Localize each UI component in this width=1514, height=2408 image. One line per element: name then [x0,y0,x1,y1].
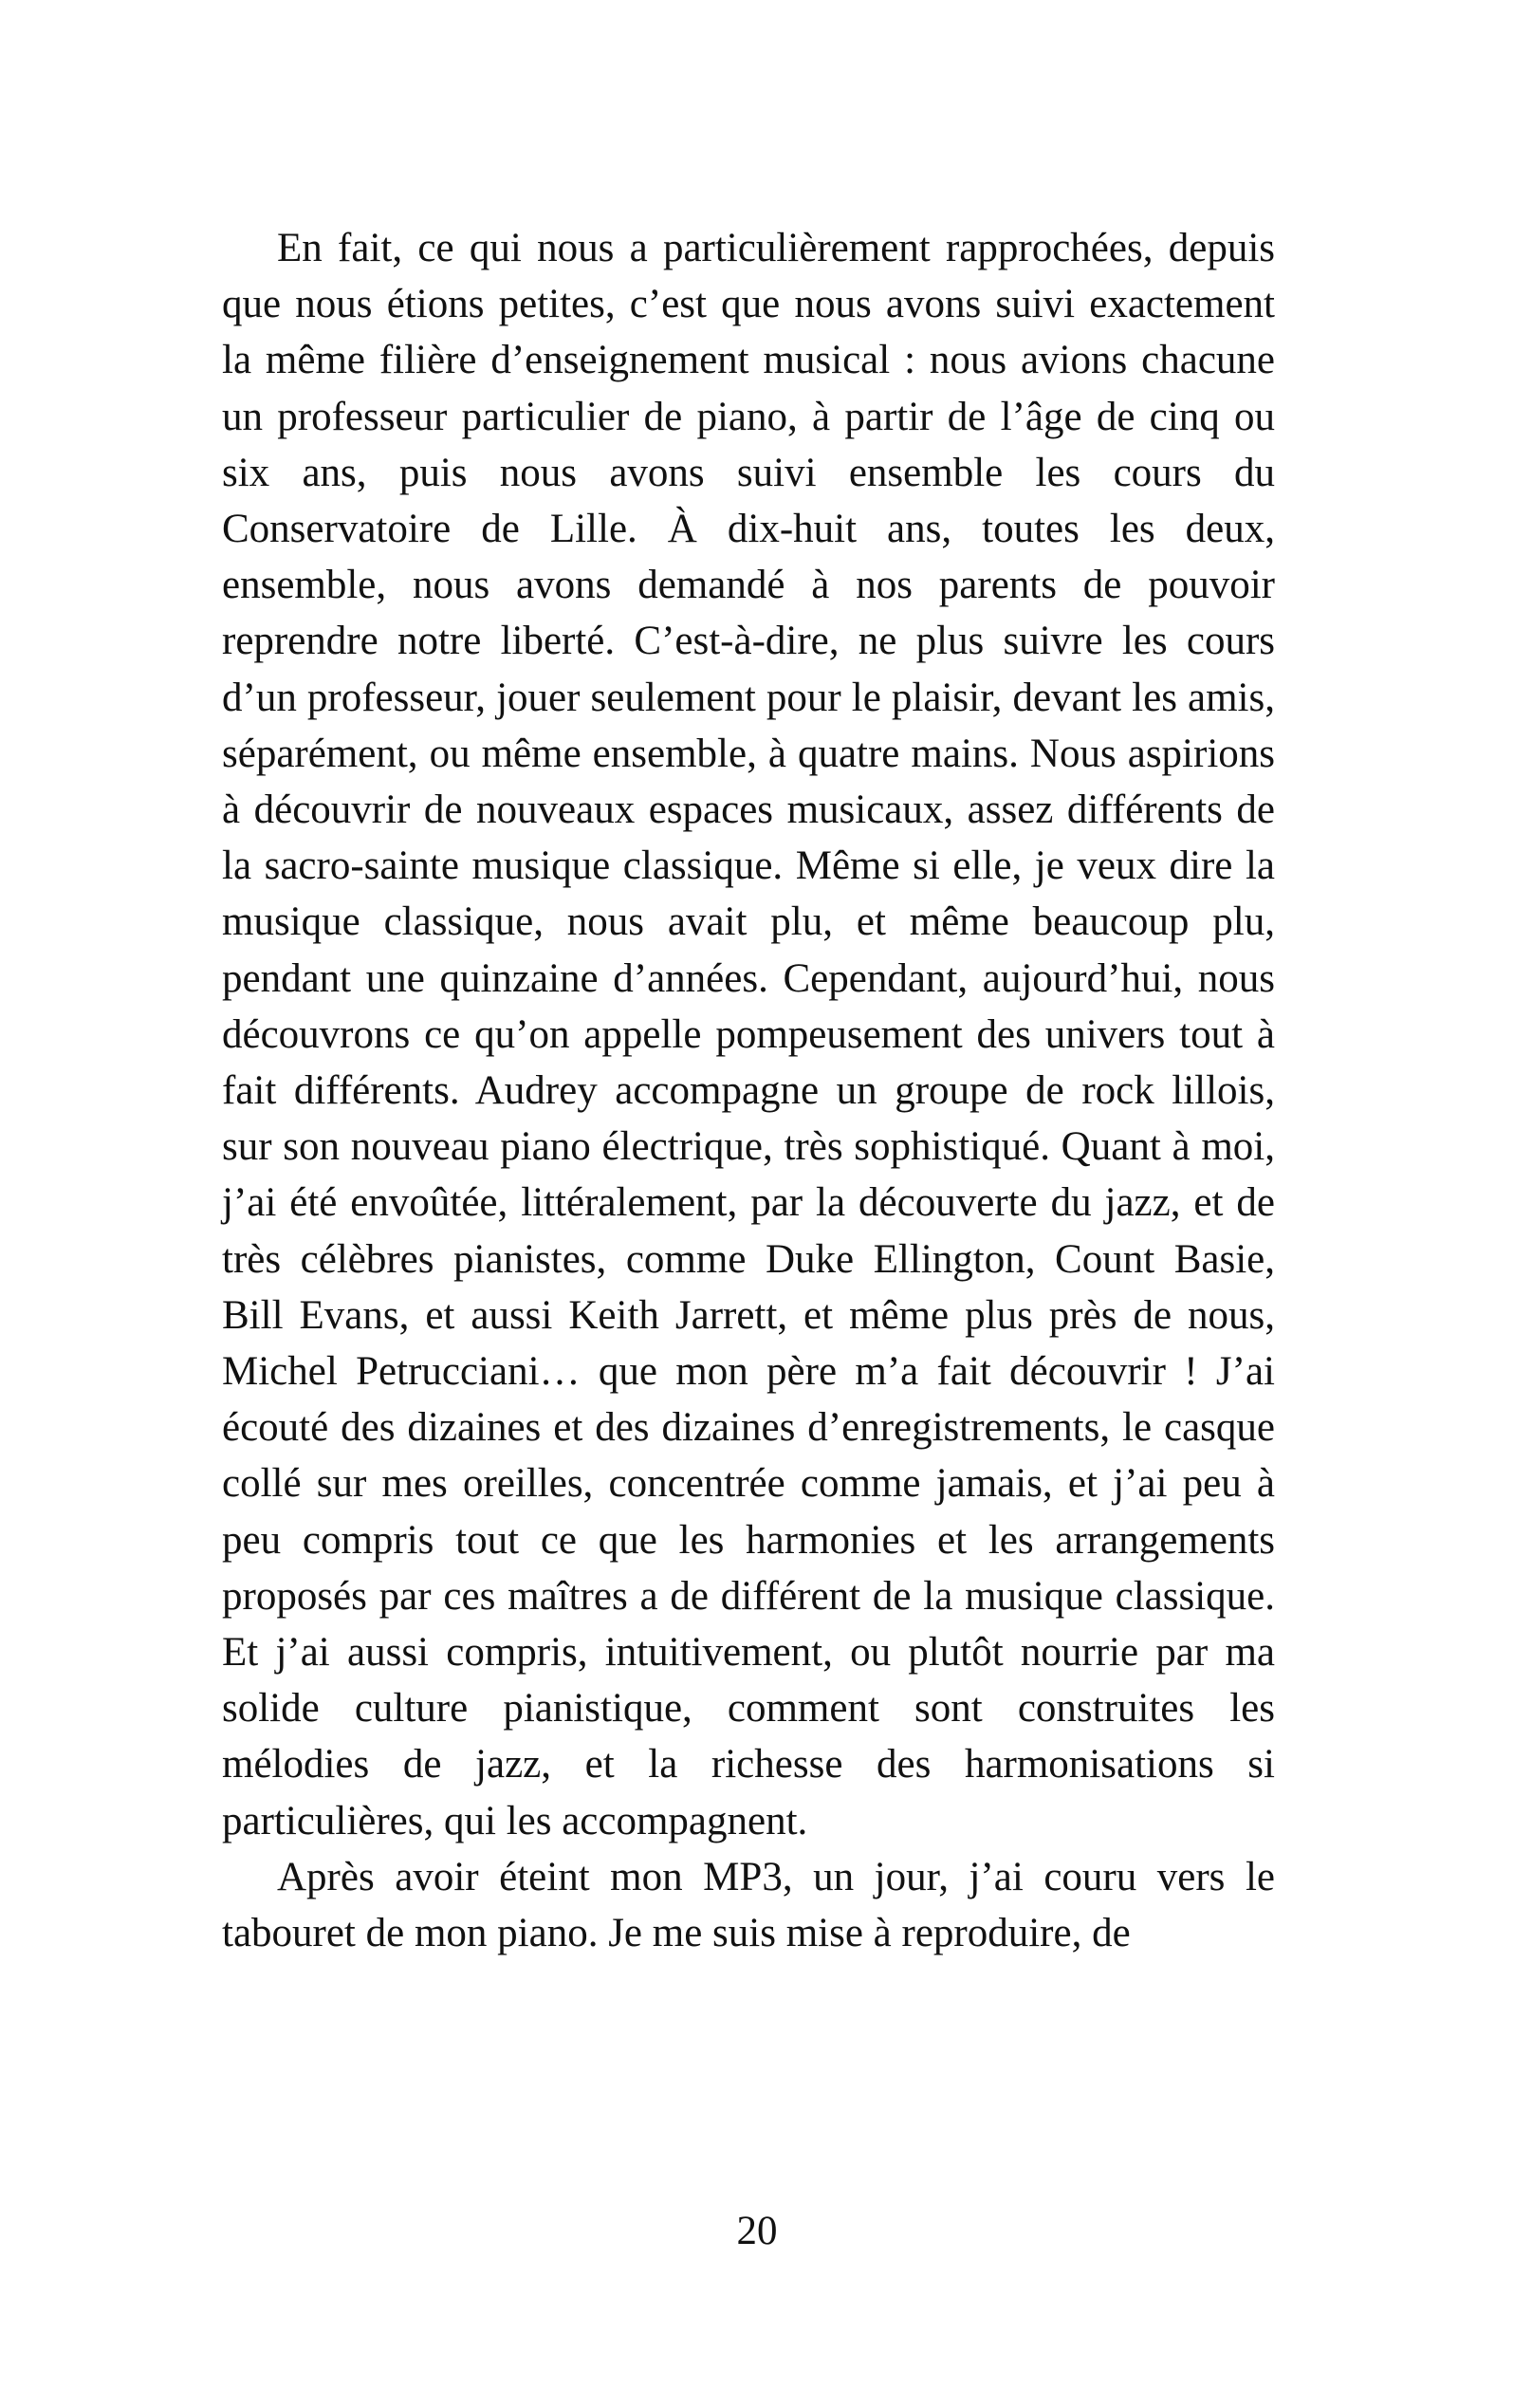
paragraph-1: En fait, ce qui nous a particulièrement rapprochées, depuis que nous étions petites, c’est que nous avons suivi exactement la même filière d’enseignement musical : nous avions chacune un professeur particulier de piano, à partir de l’âge de cinq ou six ans, puis nous avons suivi ensemble les cours du Conservatoire de Lille. À dix-huit ans, toutes les deux, ensemble, nous avons demandé à nos parents de pouvoir reprendre notre liberté. C’est-à-dire, ne plus suivre les cours d’un professeur, jouer seulement pour le plaisir, devant les amis, séparément, ou même ensemble, à quatre mains. Nous aspirions à découvrir de nouveaux espaces musicaux, assez différents de la sacro-sainte musique classique. Même si elle, je veux dire la musique classique, nous avait plu, et même beaucoup plu, pendant une quinzaine d’années. Cependant, aujourd’hui, nous découvrons ce qu’on appelle pompeusement des univers tout à fait différents. Audrey accompagne un groupe de rock lillois, sur son nouveau piano électrique, très sophistiqué. Quant à moi, j’ai été envoûtée, littéralement, par la découverte du jazz, et de très célèbres pianistes, comme Duke Ellington, Count Basie, Bill Evans, et aussi Keith Jarrett, et même plus près de nous, Michel Petrucciani… que mon père m’a fait découvrir ! J’ai écouté des dizaines et des dizaines d’enregistrements, le casque collé sur mes oreilles, concentrée comme jamais, et j’ai peu à peu compris tout ce que les harmonies et les arrangements proposés par ces maîtres a de différent de la musique classique. Et j’ai aussi compris, intuitivement, ou plutôt nourrie par ma solide culture pianistique, comment sont construites les mélodies de jazz, et la richesse des harmonisations si particulières, qui les accompagnent. [222,226,1275,1843]
page-number: 20 [736,2209,778,2253]
body-text [222,220,1275,1961]
paragraph-2: Après avoir éteint mon MP3, un jour, j’ai couru vers le tabouret de mon piano. Je me suis mise à reproduire, de [222,1854,1275,1956]
